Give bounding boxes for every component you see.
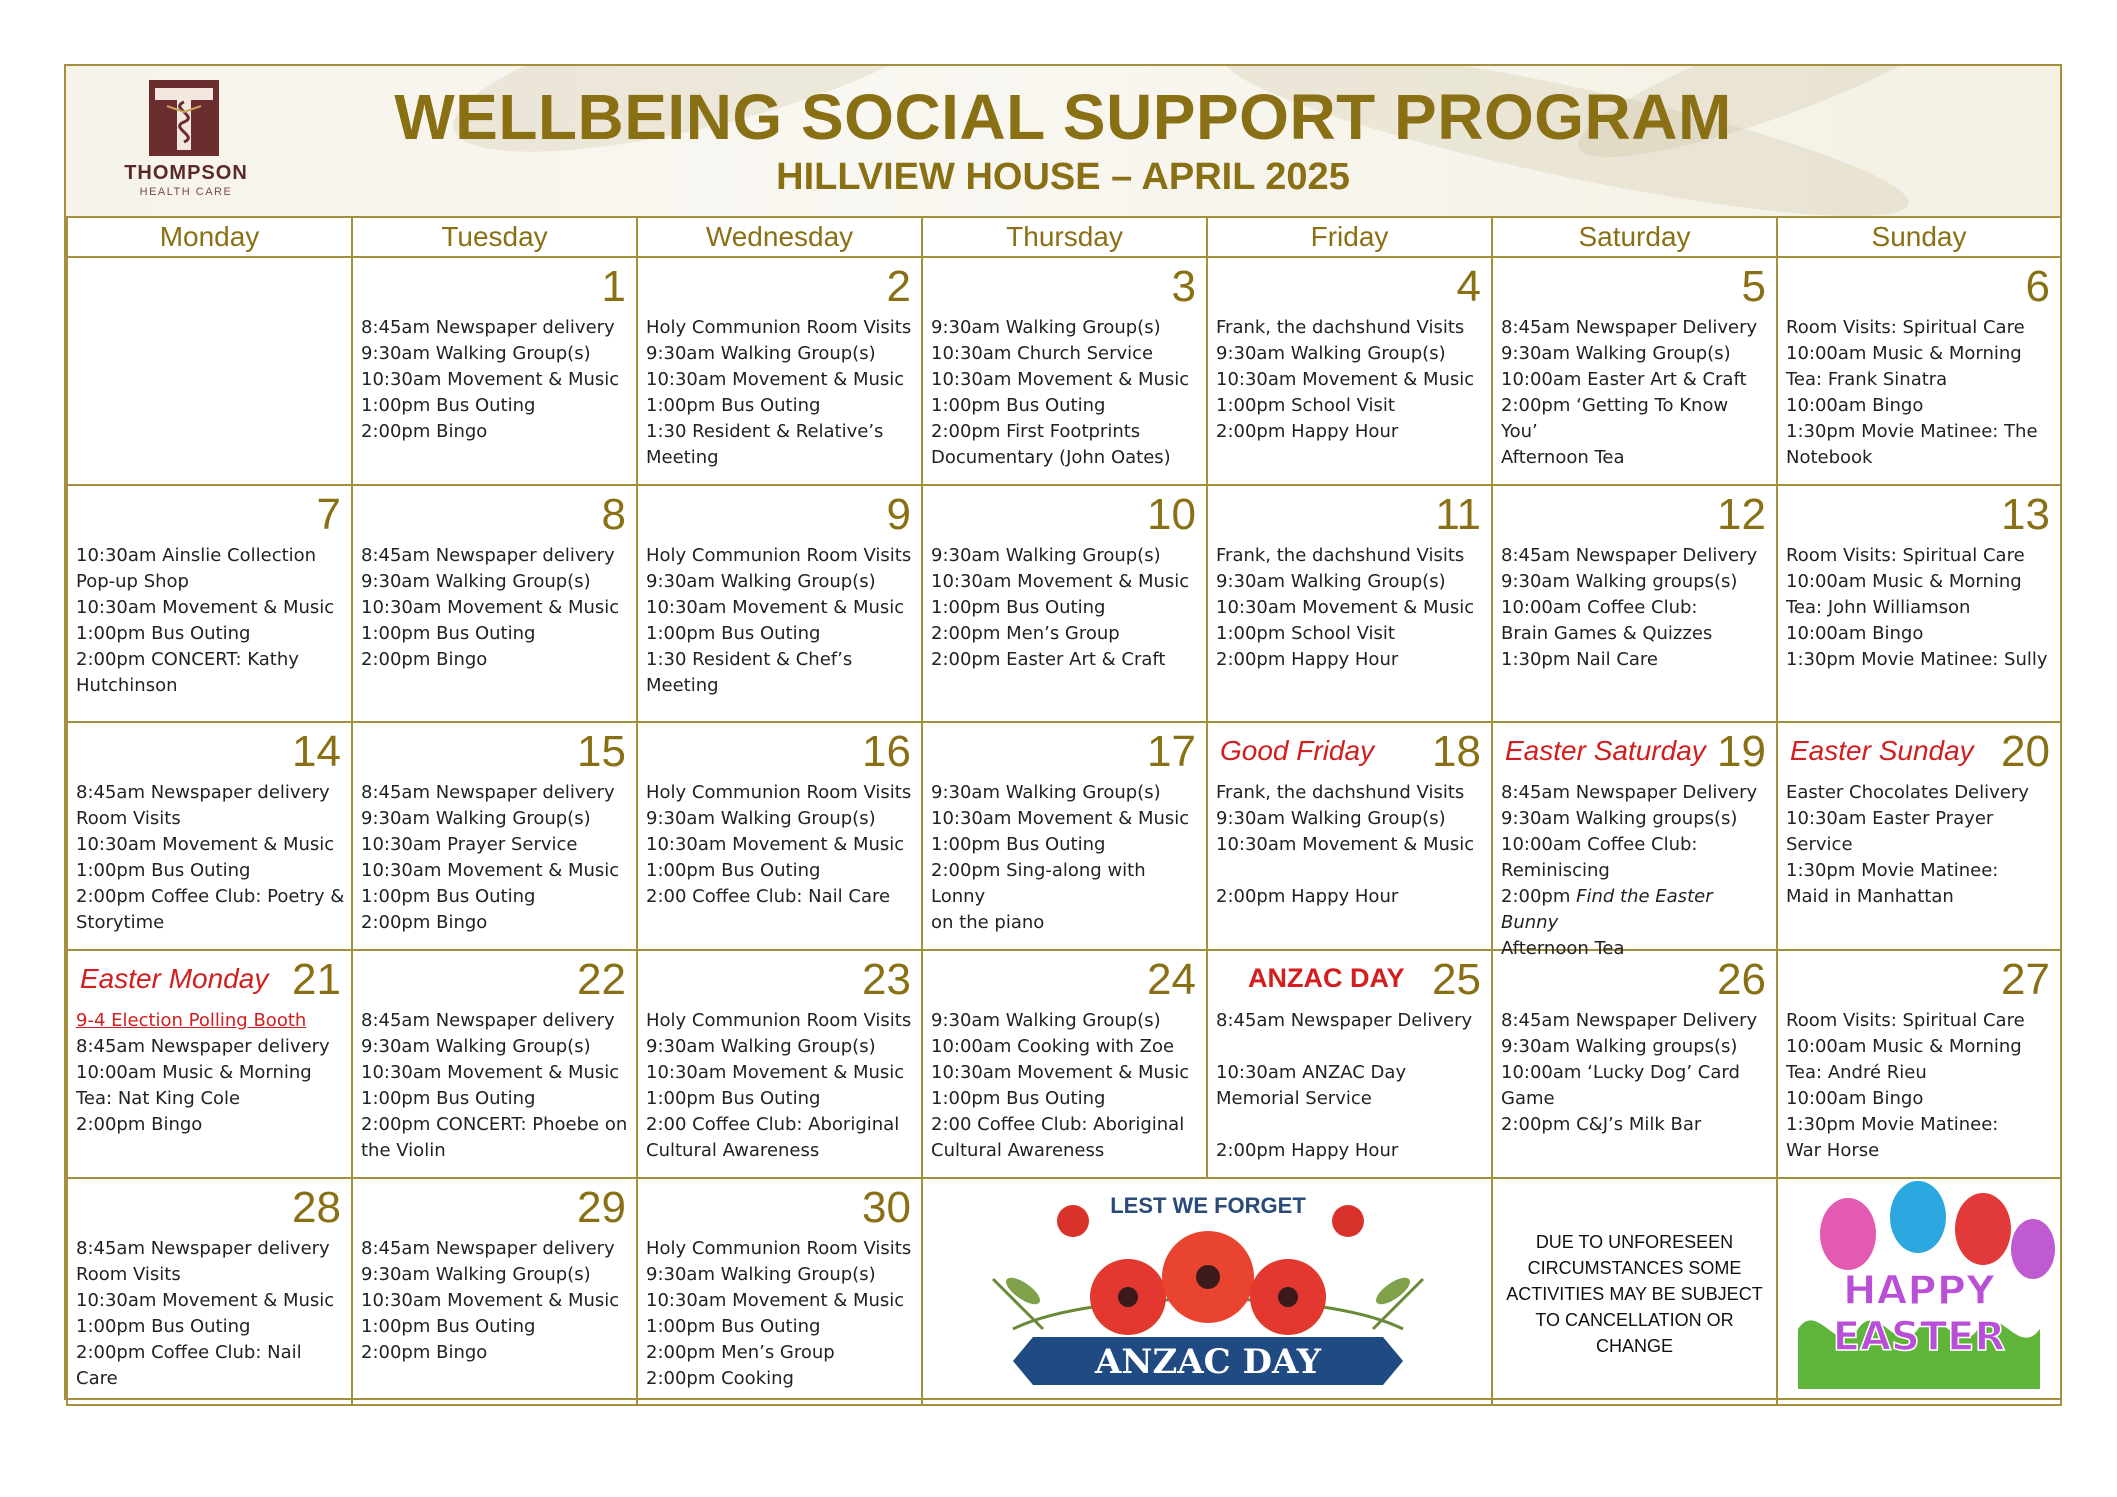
day-cell-16 — [637, 722, 922, 950]
day-activities: Holy Communion Room Visits 9:30am Walking Group(s) 10:30am Movement & Music 1:00pm Bus Outing 2:00 Coffee Club: Aboriginal Cultural Awareness — [646, 1010, 912, 1161]
notice-cell — [1492, 1178, 1777, 1405]
day-activities: Frank, the dachshund Visits 9:30am Walking Group(s) 10:30am Movement & Music 1:00pm School Visit 2:00pm Happy Hour — [1216, 317, 1475, 442]
day-activities: Room Visits: Spiritual Care 10:00am Music & Morning Tea: André Rieu 10:00am Bingo 1:30pm Movie Matinee: War Horse — [1786, 1010, 2025, 1161]
day-cell-10 — [922, 485, 1207, 722]
calendar-frame — [64, 64, 2062, 1400]
day-activities: 8:45am Newspaper delivery 9:30am Walking Group(s) 10:30am Movement & Music 1:00pm Bus Outing 2:00pm Bingo — [361, 545, 620, 670]
weekday-header-row — [67, 217, 2061, 257]
page-subtitle: HILLVIEW HOUSE – APRIL 2025 — [776, 156, 1350, 198]
day-cell-25 — [1207, 950, 1492, 1178]
day-number: 11 — [1435, 490, 1481, 539]
day-cell-4 — [1207, 257, 1492, 485]
day-cell-30 — [637, 1178, 922, 1405]
day-cell-6 — [1777, 257, 2061, 485]
day-number: 10 — [1147, 490, 1196, 539]
day-activities: Frank, the dachshund Visits 9:30am Walking Group(s) 10:30am Movement & Music 1:00pm School Visit 2:00pm Happy Hour — [1216, 545, 1475, 670]
day-cell-7 — [67, 485, 352, 722]
activities-text: 8:45am Newspaper Delivery 9:30am Walking groups(s) 10:00am Coffee Club: Reminiscing 2:00pm — [1501, 782, 1758, 907]
happy-easter-graphic-cell — [1777, 1178, 2061, 1405]
day-number: 15 — [577, 727, 626, 776]
day-activities: Frank, the dachshund Visits 9:30am Walking Group(s) 10:30am Movement & Music 2:00pm Happy Hour — [1216, 782, 1475, 907]
day-activities: 8:45am Newspaper delivery 9:30am Walking Group(s) 10:30am Prayer Service 10:30am Movement & Music 1:00pm Bus Outing 2:00pm Bingo — [361, 782, 620, 933]
day-activities: Easter Chocolates Delivery 10:30am Easter Prayer Service 1:30pm Movie Matinee: Maid in Manhattan — [1786, 782, 2029, 907]
weekday-sunday: Sunday — [1777, 217, 2061, 257]
day-number: 20 — [2001, 727, 2050, 776]
logo-subtitle: HEALTH CARE — [139, 186, 233, 198]
day-cell-1 — [352, 257, 637, 485]
day-activities: 8:45am Newspaper Delivery 9:30am Walking Group(s) 10:00am Easter Art & Craft 2:00pm ‘Getting To Know You’ Afternoon Tea — [1501, 317, 1758, 468]
anzac-day-graphic-cell — [922, 1178, 1492, 1405]
day-activities: 9:30am Walking Group(s) 10:30am Movement & Music 1:00pm Bus Outing 2:00pm Men’s Group 2:00pm Easter Art & Craft — [931, 545, 1190, 670]
cancellation-notice: DUE TO UNFORESEEN CIRCUMSTANCES SOME ACTIVITIES MAY BE SUBJECT TO CANCELLATION OR CHANGE — [1506, 1232, 1763, 1356]
calendar-grid — [66, 216, 2060, 1406]
anzac-banner-text: ANZAC DAY — [1095, 1342, 1321, 1382]
day-activities: 8:45am Newspaper delivery Room Visits 10:30am Movement & Music 1:00pm Bus Outing 2:00pm Coffee Club: Poetry & Storytime — [76, 782, 345, 933]
day-number: 29 — [577, 1183, 626, 1232]
holiday-label: Easter Sunday — [1790, 735, 1974, 766]
day-number: 16 — [862, 727, 911, 776]
day-activities: Holy Communion Room Visits 9:30am Walking Group(s) 10:30am Movement & Music 1:00pm Bus Outing 1:30 Resident & Chef’s Meeting — [646, 545, 912, 696]
day-activities: 8:45am Newspaper delivery 9:30am Walking Group(s) 10:30am Movement & Music 1:00pm Bus Outing 2:00pm Bingo — [361, 1238, 620, 1363]
day-number: 8 — [601, 490, 626, 539]
election-polling-link[interactable]: 9-4 Election Polling Booth — [76, 1010, 307, 1031]
day-cell-23 — [637, 950, 922, 1178]
logo-name: THOMPSON — [124, 162, 248, 184]
happy-easter-word: EASTER — [1832, 1314, 2006, 1360]
day-activities: 8:45am Newspaper Delivery 9:30am Walking groups(s) 10:00am Coffee Club: Brain Games & Quizzes 1:30pm Nail Care — [1501, 545, 1758, 670]
day-cell-28 — [67, 1178, 352, 1405]
day-cell-9 — [637, 485, 922, 722]
day-activities — [76, 1008, 345, 1138]
day-cell-14 — [67, 722, 352, 950]
holiday-label: Easter Saturday — [1505, 735, 1706, 766]
day-activities: 9:30am Walking Group(s) 10:30am Movement & Music 1:00pm Bus Outing 2:00pm Sing-along with Lonny on the piano — [931, 782, 1190, 933]
anzac-day-poppy-illustration — [923, 1179, 1493, 1402]
day-cell-11 — [1207, 485, 1492, 722]
day-cell-21 — [67, 950, 352, 1178]
day-activities: 9:30am Walking Group(s) 10:30am Church Service 10:30am Movement & Music 1:00pm Bus Outing 2:00pm First Footprints Documentary (John Oates) — [931, 317, 1190, 468]
day-cell-12 — [1492, 485, 1777, 722]
week-row-5 — [67, 1178, 2061, 1405]
week-row-1 — [67, 257, 2061, 485]
weekday-monday: Monday — [67, 217, 352, 257]
day-activities: 9:30am Walking Group(s) 10:00am Cooking with Zoe 10:30am Movement & Music 1:00pm Bus Outing 2:00 Coffee Club: Aboriginal Cultural Awareness — [931, 1010, 1190, 1161]
day-activities: 8:45am Newspaper Delivery 10:30am ANZAC Day Memorial Service 2:00pm Happy Hour — [1216, 1010, 1473, 1161]
lest-we-forget-text: LEST WE FORGET — [1110, 1193, 1306, 1218]
holiday-label: Good Friday — [1220, 735, 1375, 766]
day-number: 21 — [292, 955, 341, 1004]
day-activities: 8:45am Newspaper delivery Room Visits 10:30am Movement & Music 1:00pm Bus Outing 2:00pm Coffee Club: Nail Care — [76, 1238, 335, 1389]
day-cell-8 — [352, 485, 637, 722]
day-number: 1 — [601, 262, 626, 311]
day-number: 24 — [1147, 955, 1196, 1004]
day-number: 7 — [316, 490, 341, 539]
day-cell-15 — [352, 722, 637, 950]
day-activities: Room Visits: Spiritual Care 10:00am Music & Morning Tea: Frank Sinatra 10:00am Bingo 1:30pm Movie Matinee: The Notebook — [1786, 317, 2038, 468]
weekday-saturday: Saturday — [1492, 217, 1777, 257]
holiday-label: ANZAC DAY — [1248, 963, 1405, 993]
day-cell-24 — [922, 950, 1207, 1178]
happy-easter-eggs-illustration — [1778, 1179, 2060, 1402]
day-number: 26 — [1717, 955, 1766, 1004]
day-number: 19 — [1717, 727, 1766, 776]
happy-easter-word: HAPPY — [1842, 1268, 1996, 1314]
page-title: WELLBEING SOCIAL SUPPORT PROGRAM — [394, 81, 1732, 153]
day-number: 14 — [292, 727, 341, 776]
weekday-friday: Friday — [1207, 217, 1492, 257]
day-activities: 8:45am Newspaper Delivery 9:30am Walking groups(s) 10:00am ‘Lucky Dog’ Card Game 2:00pm C&J’s Milk Bar — [1501, 1010, 1758, 1135]
day-number: 4 — [1456, 262, 1481, 311]
day-number: 13 — [2001, 490, 2050, 539]
weekday-wednesday: Wednesday — [637, 217, 922, 257]
day-activities: Holy Communion Room Visits 9:30am Walking Group(s) 10:30am Movement & Music 1:00pm Bus Outing 2:00pm Men’s Group 2:00pm Cooking — [646, 1238, 912, 1389]
day-cell-17 — [922, 722, 1207, 950]
week-row-4 — [67, 950, 2061, 1178]
day-number: 28 — [292, 1183, 341, 1232]
day-number: 18 — [1432, 727, 1481, 776]
day-number: 30 — [862, 1183, 911, 1232]
day-cell-3 — [922, 257, 1207, 485]
happy-easter-text — [1833, 1268, 2006, 1360]
day-cell-18 — [1207, 722, 1492, 950]
day-cell-22 — [352, 950, 637, 1178]
day-activities: 10:30am Ainslie Collection Pop-up Shop 10:30am Movement & Music 1:00pm Bus Outing 2:00pm CONCERT: Kathy Hutchinson — [76, 545, 335, 696]
day-cell-5 — [1492, 257, 1777, 485]
day-activities: Holy Communion Room Visits 9:30am Walking Group(s) 10:30am Movement & Music 1:00pm Bus Outing 2:00 Coffee Club: Nail Care — [646, 782, 912, 907]
day-number: 9 — [886, 490, 911, 539]
day-number: 12 — [1717, 490, 1766, 539]
activity-italic: Find the Easter Bunny — [1501, 886, 1719, 933]
empty-day-cell — [67, 257, 352, 485]
day-number: 17 — [1147, 727, 1196, 776]
day-number: 23 — [862, 955, 911, 1004]
day-activities — [1501, 780, 1770, 962]
day-activities: 8:45am Newspaper delivery 9:30am Walking Group(s) 10:30am Movement & Music 1:00pm Bus Outing 2:00pm CONCERT: Phoebe on the Violin — [361, 1010, 628, 1161]
day-cell-26 — [1492, 950, 1777, 1178]
week-row-2 — [67, 485, 2061, 722]
activities-text: 8:45am Newspaper delivery 10:00am Music & Morning Tea: Nat King Cole 2:00pm Bingo — [76, 1036, 330, 1135]
activities-text: Afternoon Tea — [1501, 938, 1625, 959]
day-activities: Holy Communion Room Visits 9:30am Walking Group(s) 10:30am Movement & Music 1:00pm Bus Outing 1:30 Resident & Relative’s Meeting — [646, 317, 912, 468]
day-number: 27 — [2001, 955, 2050, 1004]
day-number: 3 — [1171, 262, 1196, 311]
day-cell-29 — [352, 1178, 637, 1405]
day-number: 6 — [2025, 262, 2050, 311]
week-row-3 — [67, 722, 2061, 950]
day-number: 2 — [886, 262, 911, 311]
day-number: 5 — [1741, 262, 1766, 311]
day-cell-27 — [1777, 950, 2061, 1178]
day-activities: 8:45am Newspaper delivery 9:30am Walking Group(s) 10:30am Movement & Music 1:00pm Bus Outing 2:00pm Bingo — [361, 317, 620, 442]
day-cell-19 — [1492, 722, 1777, 959]
weekday-tuesday: Tuesday — [352, 217, 637, 257]
holiday-label: Easter Monday — [80, 963, 269, 994]
weekday-thursday: Thursday — [922, 217, 1207, 257]
day-cell-20 — [1777, 722, 2061, 950]
header-banner — [66, 66, 2060, 218]
day-activities: Room Visits: Spiritual Care 10:00am Music & Morning Tea: John Williamson 10:00am Bingo 1:30pm Movie Matinee: Sully — [1786, 545, 2048, 670]
day-number: 22 — [577, 955, 626, 1004]
day-cell-13 — [1777, 485, 2061, 722]
day-number: 25 — [1432, 955, 1481, 1004]
day-cell-2 — [637, 257, 922, 485]
